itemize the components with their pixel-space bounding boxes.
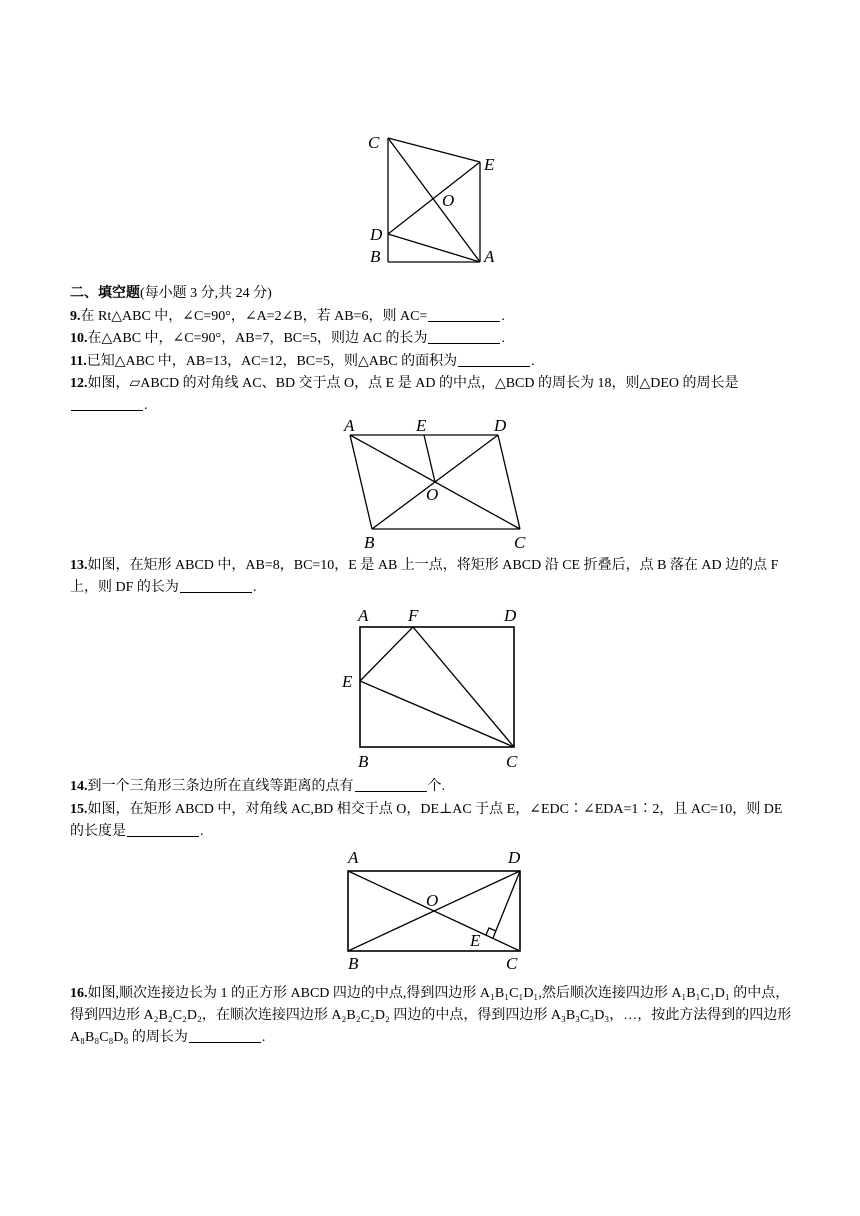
question-number: 15. [70,802,88,817]
answer-blank [180,578,252,593]
fig12-line-eo [424,435,435,482]
question-12 [70,373,795,417]
question-tail: . [531,354,535,369]
question-text: 在 Rt△ABC 中，∠C=90°，∠A=2∠B，若 AB=6，则 AC= [80,309,428,324]
fig13-label-d: D [504,606,517,625]
fig13-label-b: B [358,752,369,771]
question-number: 12. [70,376,88,391]
question-number: 11. [70,354,87,369]
fig12-label-b: B [364,533,375,552]
fig1-label-e: E [484,155,495,174]
question-number: 13. [70,558,88,573]
fig1-label-a: A [484,247,495,266]
figure-15-svg [330,845,550,975]
answer-blank [458,352,530,367]
fig13-label-f: F [408,606,419,625]
answer-blank [428,329,500,344]
question-tail: 个. [427,779,445,794]
figure-12-svg [340,413,540,553]
question-9 [70,306,795,328]
figure-13-svg [340,605,540,775]
question-15 [70,799,795,843]
section-title: 二、填空题 [70,286,140,301]
fig1-line-da [388,234,480,262]
fig13-label-e: E [342,672,353,691]
question-text: 如图，▱ABCD 的对角线 AC、BD 交于点 O，点 E 是 AD 的中点，△BCD 的周长为 18，则△DEO 的周长是 [87,376,739,391]
question-tail: . [501,331,505,346]
fig12-label-o: O [426,485,439,504]
question-number: 16. [70,986,88,1001]
fig13-label-a: A [358,606,369,625]
fig12-label-c: C [514,533,526,552]
fig15-label-e: E [470,931,481,950]
answer-blank [127,822,199,837]
question-text: 已知△ABC 中，AB=13，AC=12，BC=5，则△ABC 的面积为 [86,354,458,369]
fig1-label-b: B [370,247,381,266]
fig1-line-ca [388,138,480,262]
answer-blank [428,307,500,322]
fig12-line-ba [350,435,372,529]
fig15-label-d: D [508,848,521,867]
question-13 [70,555,795,599]
question-tail: . [501,309,505,324]
fig1-line-de [388,162,480,234]
question-number: 9. [70,309,81,324]
fig13-line-ec [360,681,514,747]
fig15-label-a: A [348,848,359,867]
fig15-label-b: B [348,954,359,973]
figure-12 [340,413,540,553]
question-16 [70,983,795,1049]
fig15-label-c: C [506,954,518,973]
fig13-line-fe [360,627,413,681]
answer-blank [189,1028,261,1043]
figure-13 [340,605,540,775]
answer-blank [71,396,143,411]
question-text: 如图，在矩形 ABCD 中，对角线 AC,BD 相交于点 O，DE⊥AC 于点 E，∠EDC∶∠EDA=1∶2，且 AC=10，则 DE 的长度是 [70,802,783,839]
figure-15 [330,845,550,975]
fig12-label-e: E [416,416,427,435]
fig13-label-c: C [506,752,518,771]
fig1-line-ce [388,138,480,162]
question-tail: . [200,824,204,839]
question-number: 10. [70,331,88,346]
figure-1-svg [360,128,510,268]
fig1-label-d: D [370,225,383,244]
figure-1 [360,128,510,268]
question-10 [70,328,795,350]
question-tail: . [252,580,257,595]
question-number: 14. [70,779,88,794]
question-text: 如图，在矩形 ABCD 中，AB=8，BC=10，E 是 AB 上一点，将矩形 ABCD 沿 CE 折叠后，点 B 落在 AD 边的点 F 上，则 DF 的长为 [70,558,779,595]
fig12-label-d: D [494,416,507,435]
fig12-label-a: A [344,416,355,435]
fig13-line-fc [413,627,514,747]
fig13-rect-abcd [360,627,514,747]
fig12-line-dc [498,435,520,529]
question-11 [70,351,795,373]
fig1-label-c: C [368,133,380,152]
question-14 [70,776,795,798]
question-text: 如图,顺次连接边长为 1 的正方形 ABCD 四边的中点,得到四边形 A₁B₁C₁D₁,然后顺次连接四边形 A₁B₁C₁D₁ 的中点，得到四边形 A₂B₂C₂D₂，在顺次连接四边形 A₂B₂C₂D₂ 四边的中点，得到四边形 A₃B₃C₃D₃，…，按此方法得到的四边形 A₈B₈C₈D₈ 的周长为 [70,986,792,1045]
question-text: 在△ABC 中，∠C=90°，AB=7，BC=5，则边 AC 的长为 [87,331,428,346]
section-note: (每小题 3 分,共 24 分) [140,286,272,301]
question-tail: . [261,1030,266,1045]
fig1-label-o: O [442,191,455,210]
fig15-label-o: O [426,891,439,910]
question-tail: . [144,398,148,413]
answer-blank [355,777,427,792]
section-heading [70,283,795,305]
question-text: 到一个三角形三条边所在直线等距离的点有 [87,779,354,794]
